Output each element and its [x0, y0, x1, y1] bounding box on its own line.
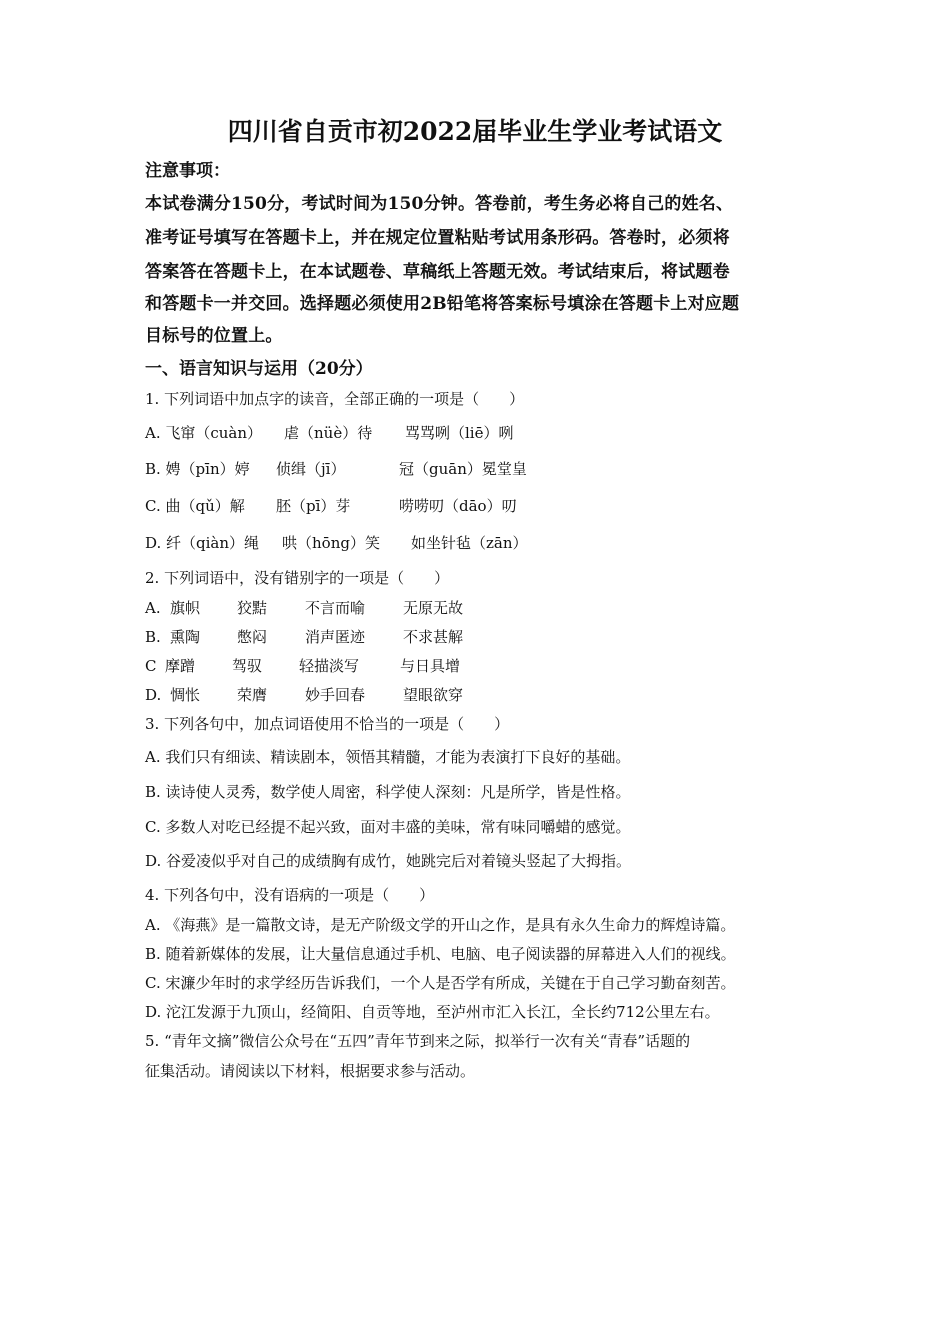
option-word: 冠（guān）冕堂皇 [399, 460, 527, 478]
option-word: 侦缉（jī） [276, 460, 346, 478]
notes-line: 准考证号填写在答题卡上，并在规定位置粘贴考试用条形码。答卷时，必须将 [145, 228, 730, 248]
notes-line: 目标号的位置上。 [145, 326, 283, 346]
question-3-option-a: A. 我们只有细读、精读剧本，领悟其精髓，才能为表演打下良好的基础。 [145, 748, 631, 766]
option-word: 荣膺 [237, 686, 268, 704]
question-2-stem: 2. 下列词语中，没有错别字的一项是（ ） [145, 569, 450, 587]
question-4-option-d: D. 沱江发源于九顶山，经简阳、自贡等地，至泸州市汇入长江，全长约712公里左右。 [145, 1003, 720, 1021]
option-letter: D. [145, 686, 162, 704]
option-word: 狡黠 [237, 599, 268, 617]
question-4-stem: 4. 下列各句中，没有语病的一项是（ ） [145, 886, 435, 904]
option-word: 骂骂咧（liē）咧 [405, 424, 514, 442]
option-word: B. 娉（pīn）婷 [145, 460, 250, 478]
option-word: 摩蹭 [165, 657, 196, 675]
option-word: 消声匿迹 [305, 628, 366, 646]
question-5-line: 征集活动。请阅读以下材料，根据要求参与活动。 [145, 1062, 476, 1080]
option-letter: C [145, 657, 157, 675]
option-word: 如坐针毡（zān） [411, 534, 528, 552]
option-letter: A. [145, 599, 161, 617]
question-3-stem: 3. 下列各句中，加点词语使用不恰当的一项是（ ） [145, 715, 510, 733]
section-heading: 一、语言知识与运用（20分） [145, 359, 373, 379]
notes-line: 本试卷满分150分，考试时间为150分钟。答卷前，考生务必将自己的姓名、 [145, 194, 734, 214]
notes-line: 和答题卡一并交回。选择题必须使用2B铅笔将答案标号填涂在答题卡上对应题 [145, 294, 740, 314]
option-word: 无原无故 [403, 599, 464, 617]
notes-heading: 注意事项： [145, 161, 230, 181]
option-word: 哄（hōng）笑 [282, 534, 380, 552]
option-word: 轻描淡写 [299, 657, 360, 675]
question-5-line: 5. “青年文摘”微信公众号在“五四”青年节到来之际，拟举行一次有关“青春”话题的 [145, 1032, 691, 1050]
option-word: 唠唠叨（dāo）叨 [399, 497, 517, 515]
option-word: C. 曲（qǔ）解 [145, 497, 245, 515]
option-word: 妙手回春 [305, 686, 366, 704]
option-word: 虐（nüè）待 [284, 424, 373, 442]
option-word: 驾驭 [232, 657, 263, 675]
question-4-option-a: A. 《海燕》是一篇散文诗，是无产阶级文学的开山之作，是具有永久生命力的辉煌诗篇。 [145, 916, 736, 934]
option-word: 憋闷 [237, 628, 268, 646]
option-letter: B. [145, 628, 161, 646]
question-1-stem: 1. 下列词语中加点字的读音，全部正确的一项是（ ） [145, 390, 525, 408]
option-word: 旗帜 [170, 599, 201, 617]
question-4-option-b: B. 随着新媒体的发展，让大量信息通过手机、电脑、电子阅读器的屏幕进入人们的视线。 [145, 945, 736, 963]
question-3-option-d: D. 谷爱凌似乎对自己的成绩胸有成竹，她跳完后对着镜头竖起了大拇指。 [145, 852, 632, 870]
option-word: 与日具增 [400, 657, 461, 675]
exam-title: 四川省自贡市初2022届毕业生学业考试语文 [227, 117, 723, 146]
option-word: A. 飞窜（cuàn） [145, 424, 263, 442]
question-3-option-b: B. 读诗使人灵秀，数学使人周密，科学使人深刻：凡是所学，皆是性格。 [145, 783, 631, 801]
option-word: 胚（pī）芽 [276, 497, 351, 515]
option-word: 熏陶 [170, 628, 201, 646]
question-3-option-c: C. 多数人对吃已经提不起兴致，面对丰盛的美味，常有味同嚼蜡的感觉。 [145, 818, 631, 836]
option-word: 望眼欲穿 [403, 686, 464, 704]
notes-line: 答案答在答题卡上，在本试题卷、草稿纸上答题无效。考试结束后，将试题卷 [145, 262, 730, 282]
option-word: 不求甚解 [403, 628, 464, 646]
option-word: D. 纤（qiàn）绳 [145, 534, 260, 552]
option-word: 惆怅 [170, 686, 201, 704]
option-word: 不言而喻 [305, 599, 366, 617]
question-4-option-c: C. 宋濂少年时的求学经历告诉我们，一个人是否学有所成，关键在于自己学习勤奋刻苦。 [145, 974, 736, 992]
